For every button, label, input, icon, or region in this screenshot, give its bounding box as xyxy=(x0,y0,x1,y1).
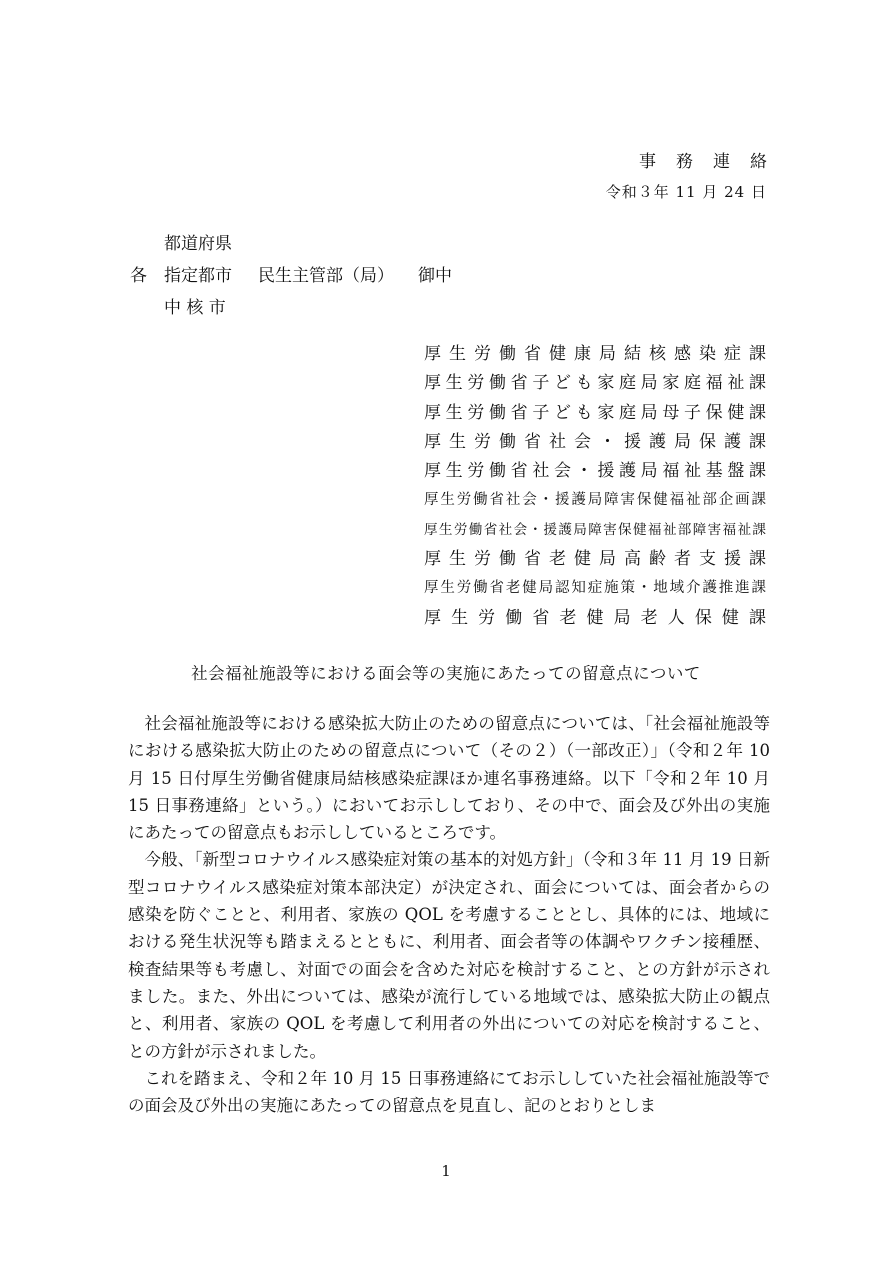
sender-list xyxy=(424,340,766,633)
addressee-prefix: 各 xyxy=(130,266,147,286)
sender-item: 厚生労働省社会・援護局福祉基盤課 xyxy=(424,461,766,482)
sender-item: 厚生労働省老健局高齢者支援課 xyxy=(424,549,766,570)
document-date: 令和３年 11 月 24 日 xyxy=(605,183,767,201)
document-type: 事務連絡 xyxy=(639,152,787,172)
document-header xyxy=(605,150,787,204)
body-paragraph: これを踏まえ、令和２年 10 月 15 日事務連絡にてお示ししていた社会福祉施設等での面会及び外出の実施にあたっての留意点を見直し、記のとおりとしま xyxy=(128,1068,770,1116)
document-title: 社会福祉施設等における面会等の実施にあたっての留意点について xyxy=(191,664,701,683)
addressee-block xyxy=(130,228,452,324)
page-number: 1 xyxy=(441,1162,451,1180)
sender-item: 厚生労働省社会・援護局障害保健福祉部企画課 xyxy=(424,492,766,509)
sender-item: 厚生労働省老健局老人保健課 xyxy=(424,607,766,628)
body-paragraph: 今般、「新型コロナウイルス感染症対策の基本的対処方針」（令和３年 11 月 19 日新型コロナウイルス感染症対策本部決定）が決定され、面会については、面会者からの感染を防ぐことと、利用者、家族の QOL を考慮することとし、具体的には、地域における発生状況等も踏まえるとともに、利用者、面会者等の体調やワクチン接種歴、検査結果等も考慮し、対面での面会を含めた対応を検討すること、との方針が示されました。また、外出については、感染が流行している地域では、感染拡大防止の観点と、利用者、家族の QOL を考慮して利用者の外出についての対応を検討すること、との方針が示されました。 xyxy=(128,850,770,1061)
addressee-core-city: 中 核 市 xyxy=(164,298,226,318)
document-body xyxy=(128,710,770,1119)
addressee-row xyxy=(130,260,452,292)
sender-item: 厚生労働省社会・援護局障害保健福祉部障害福祉課 xyxy=(424,521,766,538)
sender-item: 厚生労働省社会・援護局保護課 xyxy=(424,431,766,452)
sender-item: 厚生労働省老健局認知症施策・地域介護推進課 xyxy=(424,580,766,597)
addressee-designated-city: 指定都市 xyxy=(164,266,232,286)
body-paragraph: 社会福祉施設等における感染拡大防止のための留意点については、「社会福祉施設等における感染拡大防止のための留意点について（その２）（一部改正）」（令和２年 10 月 15 日付厚生労働省健康局結核感染症課ほか連名事務連絡。以下「令和２年 10 月 15 日事務連絡」という。）においてお示ししており、その中で、面会及び外出の実施にあたっての留意点もお示ししているところです。 xyxy=(128,714,770,843)
addressee-honorific: 御中 xyxy=(418,266,452,286)
addressee-department: 民生主管部（局） xyxy=(258,266,394,286)
sender-item: 厚生労働省子ども家庭局母子保健課 xyxy=(424,402,766,423)
sender-item: 厚生労働省子ども家庭局家庭福祉課 xyxy=(424,373,766,394)
sender-item: 厚生労働省健康局結核感染症課 xyxy=(424,344,766,364)
addressee-row xyxy=(130,228,452,260)
addressee-prefecture: 都道府県 xyxy=(164,234,232,254)
addressee-row xyxy=(130,292,452,324)
